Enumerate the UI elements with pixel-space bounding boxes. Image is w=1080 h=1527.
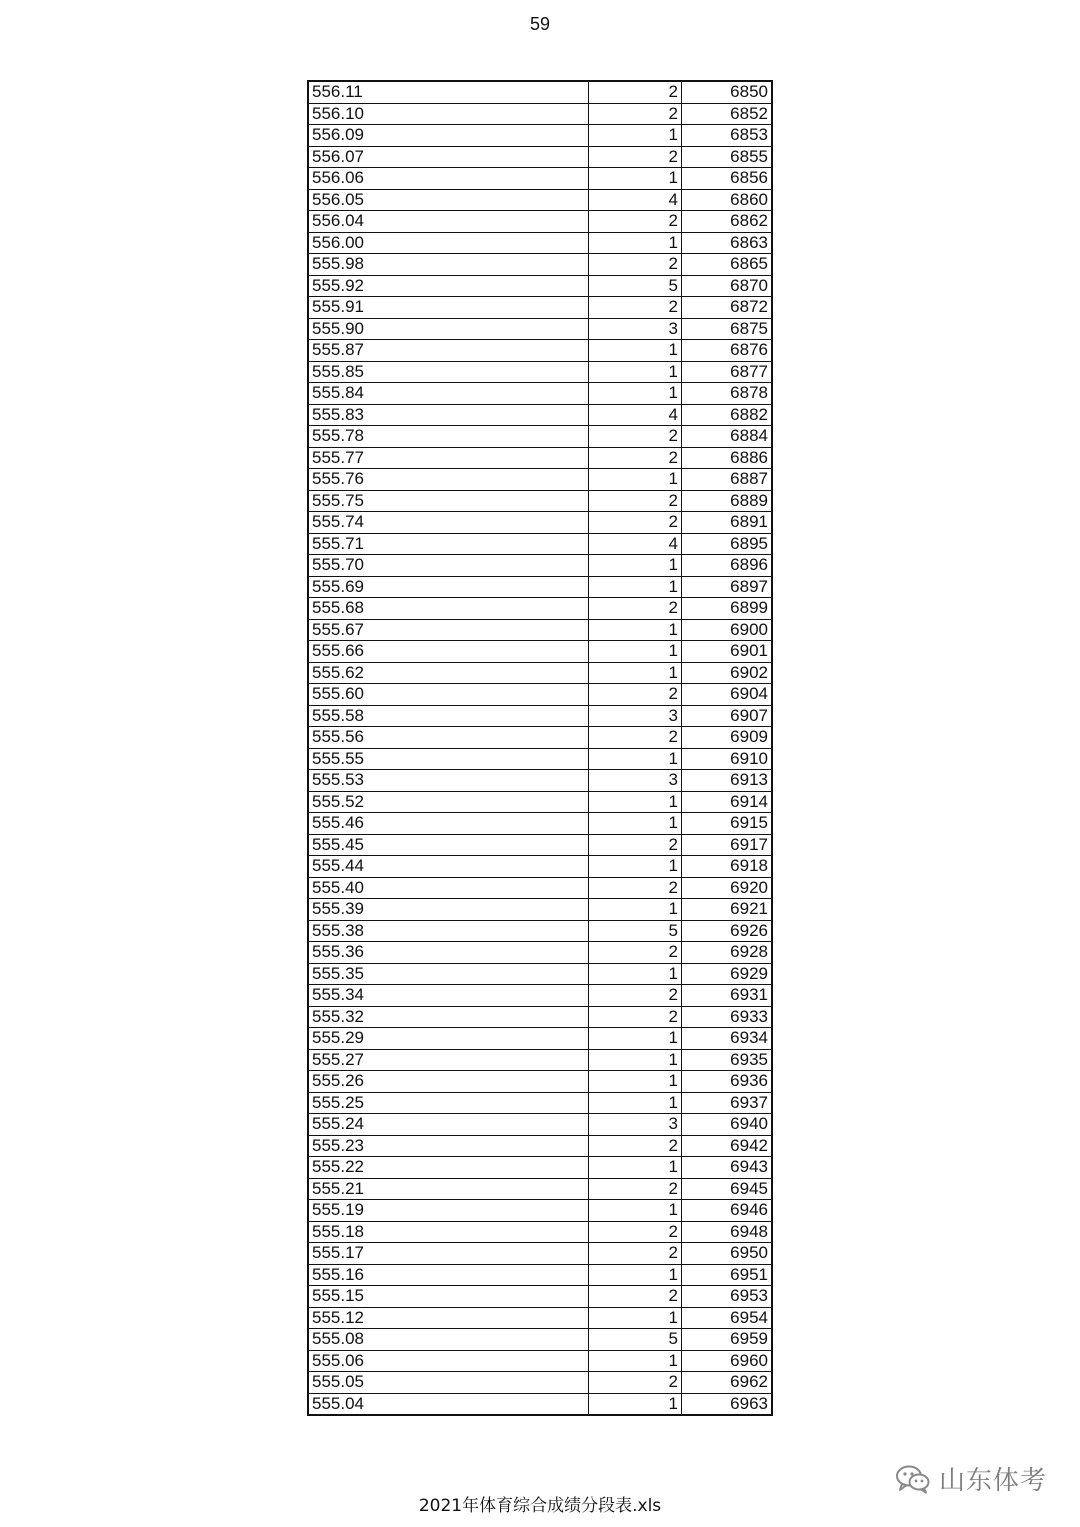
table-row xyxy=(308,447,772,469)
table-row xyxy=(308,899,772,921)
cumulative-cell: 6896 xyxy=(682,555,773,577)
count-cell: 2 xyxy=(589,146,682,168)
cumulative-cell: 6928 xyxy=(682,942,773,964)
cumulative-cell: 6948 xyxy=(682,1221,773,1243)
count-cell: 2 xyxy=(589,297,682,319)
count-cell: 1 xyxy=(589,340,682,362)
table-row xyxy=(308,942,772,964)
score-cell: 555.22 xyxy=(308,1157,589,1179)
table-row xyxy=(308,598,772,620)
count-cell: 1 xyxy=(589,791,682,813)
score-cell: 556.06 xyxy=(308,168,589,190)
score-cell: 556.00 xyxy=(308,232,589,254)
cumulative-cell: 6875 xyxy=(682,318,773,340)
table-row xyxy=(308,469,772,491)
table-row xyxy=(308,125,772,147)
score-cell: 555.77 xyxy=(308,447,589,469)
score-cell: 555.15 xyxy=(308,1286,589,1308)
table-row xyxy=(308,727,772,749)
count-cell: 2 xyxy=(589,1178,682,1200)
cumulative-cell: 6884 xyxy=(682,426,773,448)
table-row xyxy=(308,533,772,555)
table-row xyxy=(308,1286,772,1308)
score-cell: 555.26 xyxy=(308,1071,589,1093)
score-cell: 555.46 xyxy=(308,813,589,835)
cumulative-cell: 6878 xyxy=(682,383,773,405)
count-cell: 4 xyxy=(589,404,682,426)
cumulative-cell: 6959 xyxy=(682,1329,773,1351)
table-row xyxy=(308,920,772,942)
table-row xyxy=(308,641,772,663)
table-row xyxy=(308,1264,772,1286)
cumulative-cell: 6962 xyxy=(682,1372,773,1394)
count-cell: 1 xyxy=(589,168,682,190)
table-row xyxy=(308,1329,772,1351)
table-row xyxy=(308,1200,772,1222)
cumulative-cell: 6882 xyxy=(682,404,773,426)
cumulative-cell: 6865 xyxy=(682,254,773,276)
table-row xyxy=(308,963,772,985)
count-cell: 2 xyxy=(589,1006,682,1028)
count-cell: 1 xyxy=(589,1092,682,1114)
count-cell: 2 xyxy=(589,1243,682,1265)
count-cell: 4 xyxy=(589,533,682,555)
cumulative-cell: 6914 xyxy=(682,791,773,813)
score-cell: 555.55 xyxy=(308,748,589,770)
score-cell: 555.36 xyxy=(308,942,589,964)
table-row xyxy=(308,1157,772,1179)
table-row xyxy=(308,189,772,211)
table-row xyxy=(308,81,772,103)
cumulative-cell: 6953 xyxy=(682,1286,773,1308)
cumulative-cell: 6872 xyxy=(682,297,773,319)
score-cell: 555.38 xyxy=(308,920,589,942)
table-row xyxy=(308,232,772,254)
score-cell: 555.29 xyxy=(308,1028,589,1050)
table-row xyxy=(308,103,772,125)
count-cell: 1 xyxy=(589,1350,682,1372)
table-row xyxy=(308,254,772,276)
count-cell: 2 xyxy=(589,426,682,448)
cumulative-cell: 6910 xyxy=(682,748,773,770)
cumulative-cell: 6935 xyxy=(682,1049,773,1071)
table-row xyxy=(308,1393,772,1415)
score-cell: 555.98 xyxy=(308,254,589,276)
cumulative-cell: 6850 xyxy=(682,81,773,103)
table-row xyxy=(308,404,772,426)
cumulative-cell: 6889 xyxy=(682,490,773,512)
cumulative-cell: 6900 xyxy=(682,619,773,641)
count-cell: 1 xyxy=(589,662,682,684)
count-cell: 1 xyxy=(589,641,682,663)
score-cell: 555.70 xyxy=(308,555,589,577)
score-cell: 555.34 xyxy=(308,985,589,1007)
watermark-text: 山东体考 xyxy=(939,1466,1048,1496)
score-cell: 555.27 xyxy=(308,1049,589,1071)
count-cell: 1 xyxy=(589,963,682,985)
score-cell: 555.24 xyxy=(308,1114,589,1136)
cumulative-cell: 6954 xyxy=(682,1307,773,1329)
score-distribution-table xyxy=(307,80,773,1416)
score-cell: 555.62 xyxy=(308,662,589,684)
count-cell: 1 xyxy=(589,1264,682,1286)
count-cell: 1 xyxy=(589,1028,682,1050)
count-cell: 2 xyxy=(589,985,682,1007)
cumulative-cell: 6918 xyxy=(682,856,773,878)
cumulative-cell: 6897 xyxy=(682,576,773,598)
score-cell: 555.53 xyxy=(308,770,589,792)
cumulative-cell: 6915 xyxy=(682,813,773,835)
count-cell: 1 xyxy=(589,1307,682,1329)
score-cell: 555.16 xyxy=(308,1264,589,1286)
cumulative-cell: 6899 xyxy=(682,598,773,620)
cumulative-cell: 6913 xyxy=(682,770,773,792)
table-row xyxy=(308,619,772,641)
table-row xyxy=(308,1243,772,1265)
cumulative-cell: 6902 xyxy=(682,662,773,684)
count-cell: 2 xyxy=(589,1286,682,1308)
count-cell: 2 xyxy=(589,1135,682,1157)
table-row xyxy=(308,662,772,684)
cumulative-cell: 6950 xyxy=(682,1243,773,1265)
count-cell: 2 xyxy=(589,942,682,964)
cumulative-cell: 6855 xyxy=(682,146,773,168)
cumulative-cell: 6876 xyxy=(682,340,773,362)
count-cell: 2 xyxy=(589,81,682,103)
score-cell: 555.69 xyxy=(308,576,589,598)
score-cell: 555.25 xyxy=(308,1092,589,1114)
cumulative-cell: 6960 xyxy=(682,1350,773,1372)
cumulative-cell: 6951 xyxy=(682,1264,773,1286)
table-row xyxy=(308,856,772,878)
cumulative-cell: 6943 xyxy=(682,1157,773,1179)
table-row xyxy=(308,1006,772,1028)
table-row xyxy=(308,490,772,512)
table-row xyxy=(308,834,772,856)
score-cell: 555.76 xyxy=(308,469,589,491)
cumulative-cell: 6936 xyxy=(682,1071,773,1093)
count-cell: 2 xyxy=(589,684,682,706)
count-cell: 1 xyxy=(589,1200,682,1222)
score-cell: 555.74 xyxy=(308,512,589,534)
score-cell: 555.58 xyxy=(308,705,589,727)
score-cell: 555.90 xyxy=(308,318,589,340)
table-row xyxy=(308,877,772,899)
score-cell: 556.05 xyxy=(308,189,589,211)
count-cell: 1 xyxy=(589,899,682,921)
cumulative-cell: 6891 xyxy=(682,512,773,534)
count-cell: 1 xyxy=(589,361,682,383)
score-cell: 556.10 xyxy=(308,103,589,125)
table-row xyxy=(308,770,772,792)
count-cell: 4 xyxy=(589,189,682,211)
table-row xyxy=(308,1307,772,1329)
table-row xyxy=(308,1028,772,1050)
cumulative-cell: 6934 xyxy=(682,1028,773,1050)
score-cell: 555.91 xyxy=(308,297,589,319)
cumulative-cell: 6852 xyxy=(682,103,773,125)
table-row xyxy=(308,985,772,1007)
cumulative-cell: 6942 xyxy=(682,1135,773,1157)
count-cell: 3 xyxy=(589,318,682,340)
table-row xyxy=(308,168,772,190)
score-cell: 555.12 xyxy=(308,1307,589,1329)
table-row xyxy=(308,318,772,340)
score-cell: 555.67 xyxy=(308,619,589,641)
count-cell: 3 xyxy=(589,705,682,727)
table-row xyxy=(308,748,772,770)
table-body xyxy=(308,81,772,1415)
cumulative-cell: 6870 xyxy=(682,275,773,297)
table-row xyxy=(308,705,772,727)
table-row xyxy=(308,1221,772,1243)
score-cell: 555.17 xyxy=(308,1243,589,1265)
cumulative-cell: 6921 xyxy=(682,899,773,921)
table-row xyxy=(308,426,772,448)
count-cell: 1 xyxy=(589,1393,682,1415)
score-cell: 556.07 xyxy=(308,146,589,168)
cumulative-cell: 6937 xyxy=(682,1092,773,1114)
score-cell: 555.05 xyxy=(308,1372,589,1394)
cumulative-cell: 6931 xyxy=(682,985,773,1007)
table-row xyxy=(308,1071,772,1093)
cumulative-cell: 6907 xyxy=(682,705,773,727)
cumulative-cell: 6917 xyxy=(682,834,773,856)
count-cell: 2 xyxy=(589,103,682,125)
cumulative-cell: 6929 xyxy=(682,963,773,985)
count-cell: 3 xyxy=(589,770,682,792)
cumulative-cell: 6920 xyxy=(682,877,773,899)
cumulative-cell: 6946 xyxy=(682,1200,773,1222)
table-row xyxy=(308,1092,772,1114)
count-cell: 5 xyxy=(589,275,682,297)
cumulative-cell: 6853 xyxy=(682,125,773,147)
count-cell: 2 xyxy=(589,598,682,620)
count-cell: 1 xyxy=(589,232,682,254)
table-row xyxy=(308,813,772,835)
count-cell: 1 xyxy=(589,1049,682,1071)
count-cell: 2 xyxy=(589,877,682,899)
table-row xyxy=(308,512,772,534)
watermark xyxy=(895,1460,1047,1497)
table-row xyxy=(308,275,772,297)
cumulative-cell: 6901 xyxy=(682,641,773,663)
score-cell: 555.78 xyxy=(308,426,589,448)
score-cell: 555.75 xyxy=(308,490,589,512)
score-cell: 555.84 xyxy=(308,383,589,405)
cumulative-cell: 6945 xyxy=(682,1178,773,1200)
score-cell: 555.18 xyxy=(308,1221,589,1243)
count-cell: 1 xyxy=(589,555,682,577)
table-row xyxy=(308,1049,772,1071)
count-cell: 1 xyxy=(589,1071,682,1093)
score-cell: 555.87 xyxy=(308,340,589,362)
count-cell: 2 xyxy=(589,254,682,276)
count-cell: 1 xyxy=(589,1157,682,1179)
table-row xyxy=(308,1350,772,1372)
table-row xyxy=(308,1178,772,1200)
count-cell: 5 xyxy=(589,920,682,942)
table-row xyxy=(308,361,772,383)
score-cell: 555.83 xyxy=(308,404,589,426)
count-cell: 1 xyxy=(589,576,682,598)
count-cell: 3 xyxy=(589,1114,682,1136)
score-cell: 555.40 xyxy=(308,877,589,899)
file-name-footer: 2021年体育综合成绩分段表.xls xyxy=(418,1496,662,1516)
wechat-icon xyxy=(895,1464,931,1494)
score-cell: 555.45 xyxy=(308,834,589,856)
score-cell: 555.68 xyxy=(308,598,589,620)
score-cell: 555.04 xyxy=(308,1393,589,1415)
score-cell: 555.52 xyxy=(308,791,589,813)
score-cell: 556.04 xyxy=(308,211,589,233)
score-cell: 555.92 xyxy=(308,275,589,297)
score-cell: 555.56 xyxy=(308,727,589,749)
cumulative-cell: 6926 xyxy=(682,920,773,942)
score-cell: 555.32 xyxy=(308,1006,589,1028)
cumulative-cell: 6863 xyxy=(682,232,773,254)
count-cell: 1 xyxy=(589,469,682,491)
score-cell: 555.19 xyxy=(308,1200,589,1222)
score-cell: 555.23 xyxy=(308,1135,589,1157)
table-row xyxy=(308,576,772,598)
table-row xyxy=(308,297,772,319)
count-cell: 2 xyxy=(589,834,682,856)
page-number: 59 xyxy=(529,14,551,34)
score-cell: 555.06 xyxy=(308,1350,589,1372)
count-cell: 2 xyxy=(589,1372,682,1394)
count-cell: 1 xyxy=(589,383,682,405)
table-row xyxy=(308,1372,772,1394)
score-cell: 556.11 xyxy=(308,81,589,103)
cumulative-cell: 6909 xyxy=(682,727,773,749)
count-cell: 2 xyxy=(589,727,682,749)
count-cell: 1 xyxy=(589,813,682,835)
table-row xyxy=(308,1135,772,1157)
count-cell: 1 xyxy=(589,856,682,878)
score-cell: 555.39 xyxy=(308,899,589,921)
table-row xyxy=(308,146,772,168)
cumulative-cell: 6887 xyxy=(682,469,773,491)
score-cell: 555.21 xyxy=(308,1178,589,1200)
count-cell: 2 xyxy=(589,1221,682,1243)
score-cell: 555.44 xyxy=(308,856,589,878)
cumulative-cell: 6963 xyxy=(682,1393,773,1415)
score-cell: 555.85 xyxy=(308,361,589,383)
table-row xyxy=(308,791,772,813)
cumulative-cell: 6886 xyxy=(682,447,773,469)
count-cell: 1 xyxy=(589,125,682,147)
cumulative-cell: 6862 xyxy=(682,211,773,233)
cumulative-cell: 6877 xyxy=(682,361,773,383)
count-cell: 2 xyxy=(589,512,682,534)
count-cell: 2 xyxy=(589,490,682,512)
cumulative-cell: 6940 xyxy=(682,1114,773,1136)
count-cell: 2 xyxy=(589,447,682,469)
count-cell: 5 xyxy=(589,1329,682,1351)
cumulative-cell: 6895 xyxy=(682,533,773,555)
cumulative-cell: 6933 xyxy=(682,1006,773,1028)
count-cell: 2 xyxy=(589,211,682,233)
score-cell: 555.60 xyxy=(308,684,589,706)
table-row xyxy=(308,555,772,577)
score-cell: 555.08 xyxy=(308,1329,589,1351)
count-cell: 1 xyxy=(589,619,682,641)
score-cell: 555.71 xyxy=(308,533,589,555)
cumulative-cell: 6856 xyxy=(682,168,773,190)
cumulative-cell: 6860 xyxy=(682,189,773,211)
table-row xyxy=(308,340,772,362)
cumulative-cell: 6904 xyxy=(682,684,773,706)
count-cell: 1 xyxy=(589,748,682,770)
score-cell: 555.35 xyxy=(308,963,589,985)
table-row xyxy=(308,684,772,706)
table-row xyxy=(308,383,772,405)
table-row xyxy=(308,1114,772,1136)
score-cell: 555.66 xyxy=(308,641,589,663)
score-cell: 556.09 xyxy=(308,125,589,147)
table-row xyxy=(308,211,772,233)
